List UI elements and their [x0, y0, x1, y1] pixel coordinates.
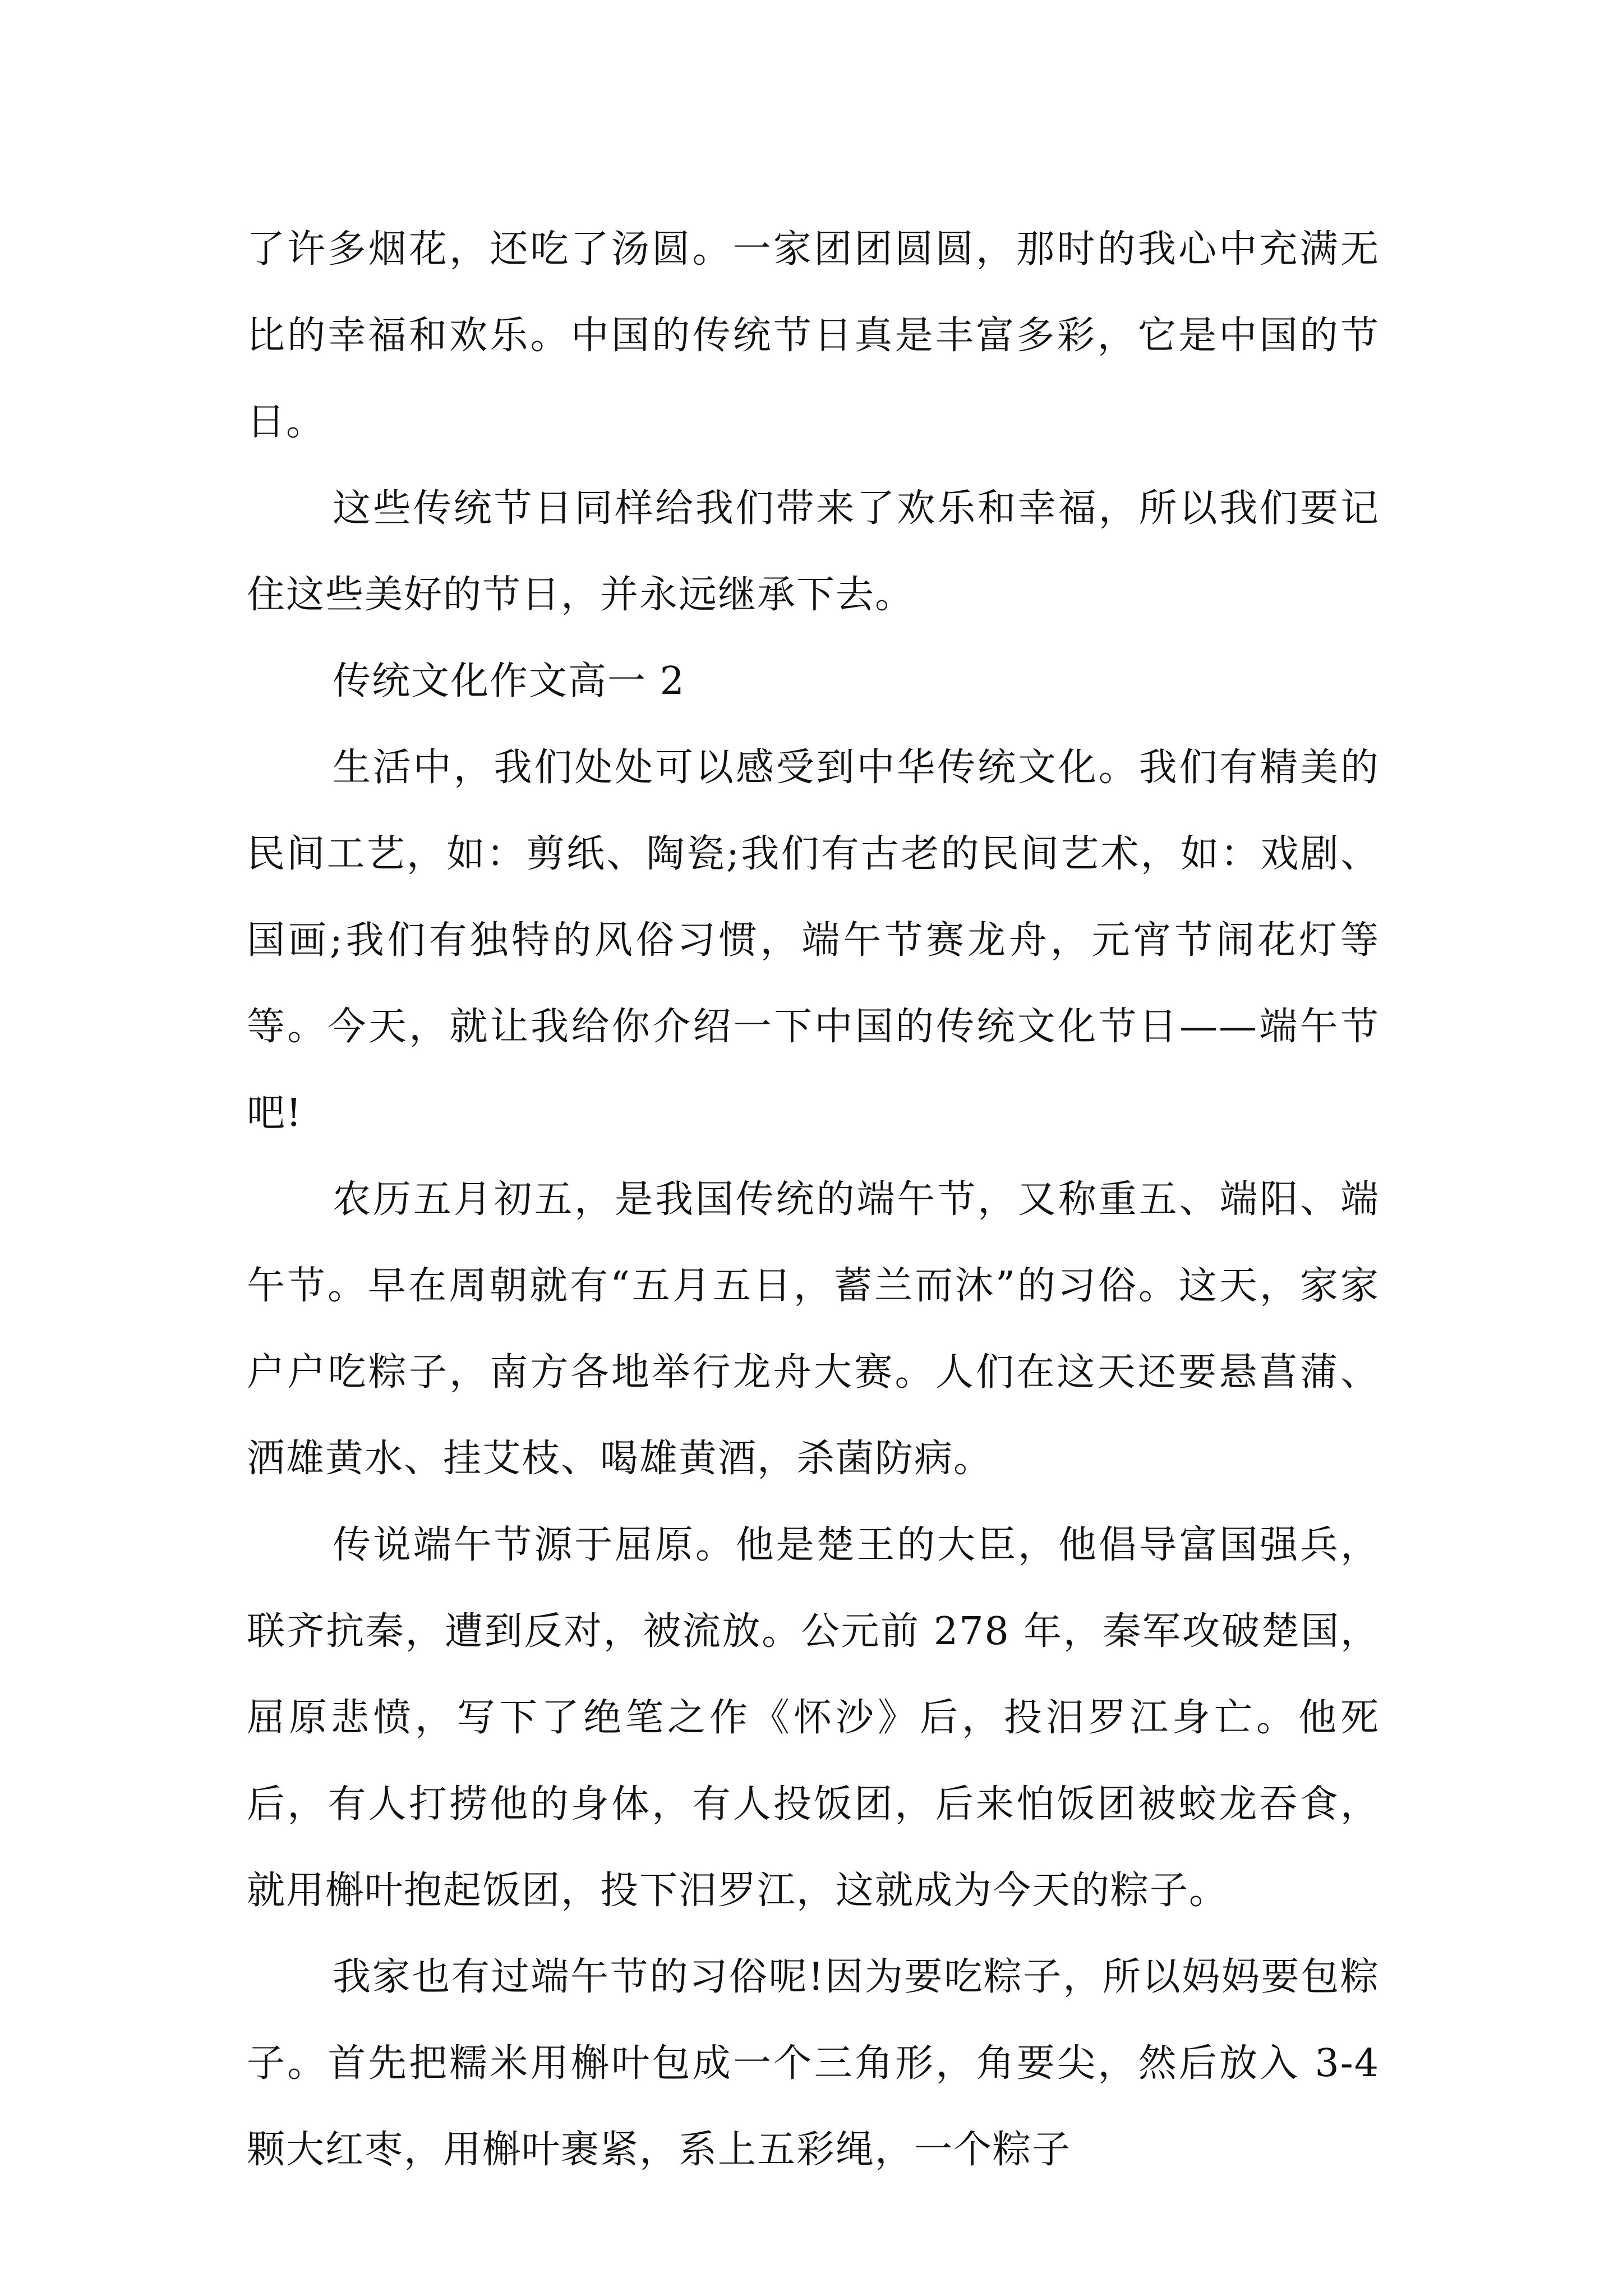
- essay-title-2: 传统文化作文高一 2: [333, 659, 685, 703]
- paragraph-qu-yuan-legend: 传说端午节源于屈原。他是楚王的大臣，他倡导富国强兵，联齐抗秦，遭到反对，被流放。公元前 278 年，秦军攻破楚国，屈原悲愤，写下了绝笔之作《怀沙》后，投汨罗江身亡。他死后，有人打捞他的身体，有人投饭团，后来怕饭团被蛟龙吞食，就用槲叶抱起饭团，投下汨罗江，这就成为今天的粽子。: [247, 1523, 1380, 1913]
- paragraph-traditional-culture-intro: 生活中，我们处处可以感受到中华传统文化。我们有精美的民间工艺，如：剪纸、陶瓷;我们有古老的民间艺术，如：戏剧、国画;我们有独特的风俗习惯，端午节赛龙舟，元宵节闹花灯等等。今天，就让我给你介绍一下中国的传统文化节日——端午节吧!: [247, 746, 1380, 1135]
- paragraph-dragon-boat-festival-customs: 农历五月初五，是我国传统的端午节，又称重五、端阳、端午节。早在周朝就有“五月五日，蓄兰而沐”的习俗。这天，家家户户吃粽子，南方各地举行龙舟大赛。人们在这天还要悬菖蒲、洒雄黄水、挂艾枝、喝雄黄酒，杀菌防病。: [247, 1177, 1380, 1481]
- paragraph-festival-summary: 了许多烟花，还吃了汤圆。一家团团圆圆，那时的我心中充满无比的幸福和欢乐。中国的传统节日真是丰富多彩，它是中国的节日。: [247, 227, 1380, 444]
- paragraph-inherit-tradition: 这些传统节日同样给我们带来了欢乐和幸福，所以我们要记住这些美好的节日，并永远继承下去。: [247, 486, 1380, 617]
- document-body: [247, 206, 1393, 2193]
- paragraph-making-zongzi: 我家也有过端午节的习俗呢!因为要吃粽子，所以妈妈要包粽子。首先把糯米用槲叶包成一个三角形，角要尖，然后放入 3-4 颗大红枣，用槲叶裹紧，系上五彩绳，一个粽子: [247, 1955, 1393, 2172]
